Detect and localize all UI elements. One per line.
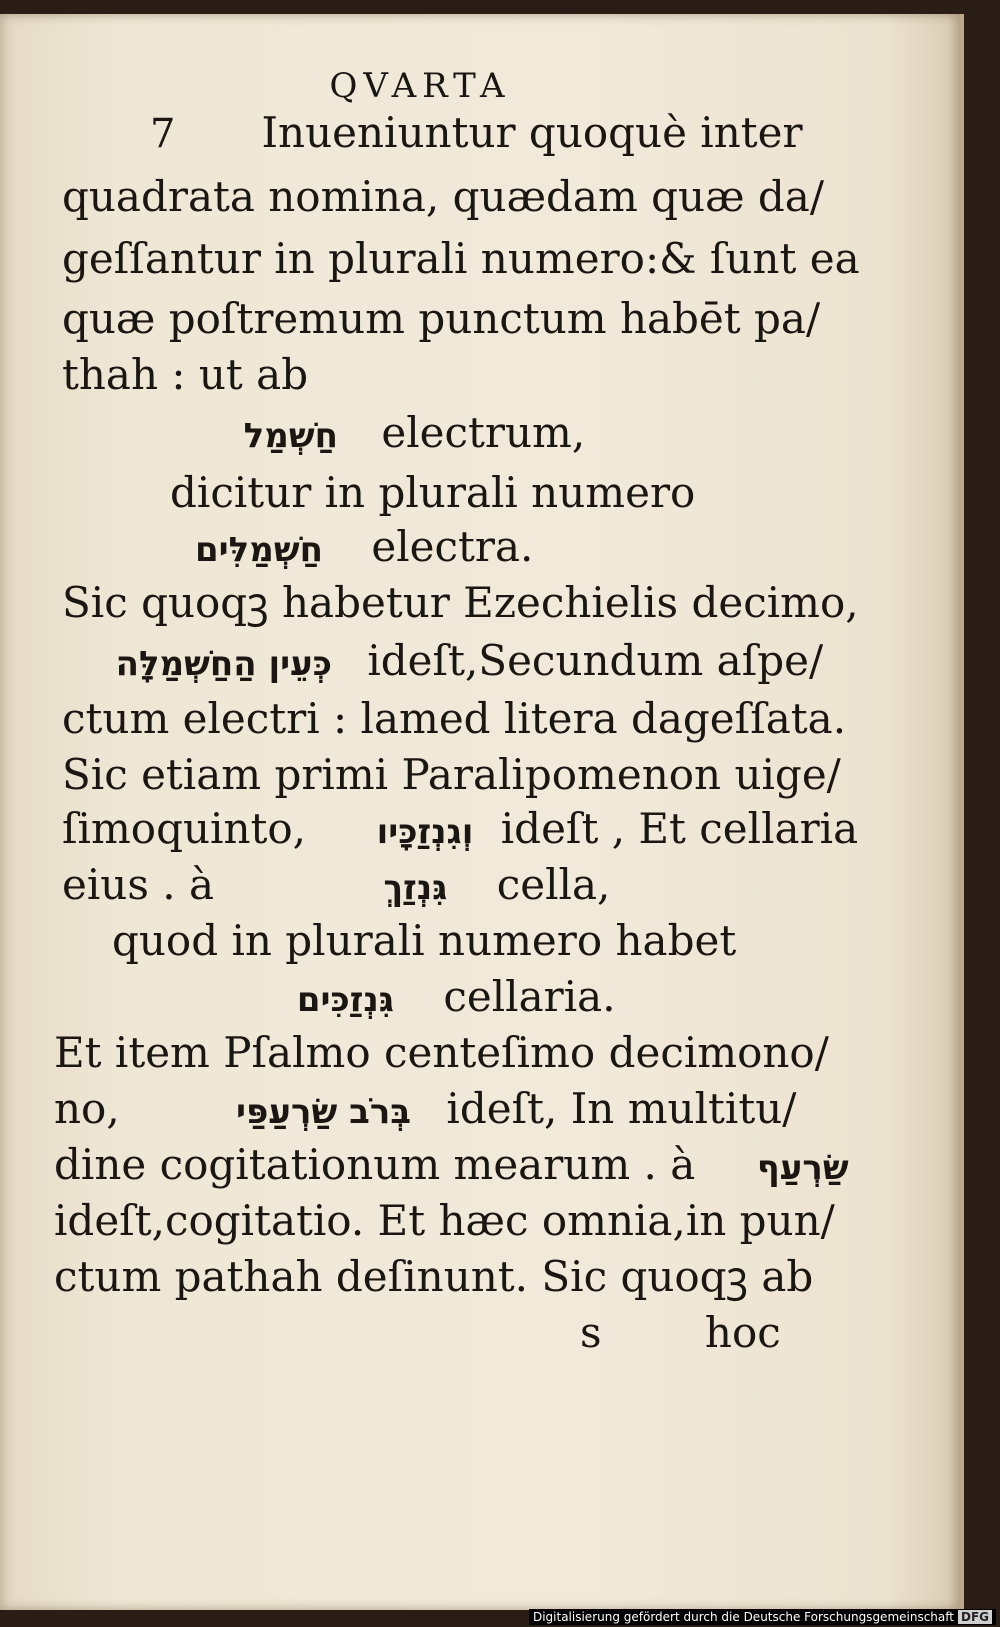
hebrew-word: שַׂרְעַף: [756, 1148, 849, 1188]
line-text: cellaria.: [443, 972, 616, 1021]
text-line-1: [150, 108, 803, 157]
line-text: electrum,: [381, 408, 586, 457]
signature-mark: s: [580, 1308, 602, 1357]
line-text: Inueniuntur quoquè inter: [261, 108, 803, 157]
hebrew-word: חַשְׁמַלִּים: [195, 530, 323, 570]
text-line-9: Sic quoqꝫ habetur Ezechielis decimo,: [62, 578, 859, 627]
footer-text: Digitalisierung gefördert durch die Deutsche Forschungsgemeinschaft: [532, 1610, 954, 1624]
text-line-20: ideſt,cogitatio. Et hæc omnia,in pun/: [54, 1196, 835, 1245]
text-line-6: [198, 408, 586, 457]
line-text: electra.: [371, 522, 534, 571]
text-line-10: [62, 636, 824, 685]
text-line-13: [62, 804, 859, 853]
dfg-logo: DFG: [958, 1610, 992, 1624]
text-line-21: ctum pathah deſinunt. Sic quoqꝫ ab: [54, 1252, 814, 1301]
hebrew-word: גִּנְזַךְ: [383, 868, 448, 908]
catchword: hoc: [704, 1308, 781, 1357]
text-line-2: quadrata nomina, quædam quæ da/: [62, 172, 824, 221]
hebrew-word: חַשְׁמַל: [243, 416, 338, 456]
text-line-18: [54, 1084, 797, 1133]
hebrew-phrase: כְּעֵין הַחַשְׁמַלָּה: [115, 644, 332, 684]
hebrew-phrase: בְּרֹב שַׂרְעַפַּי: [236, 1092, 412, 1132]
text-line-7: dicitur in plurali numero: [170, 468, 696, 517]
running-head: QVARTA: [329, 66, 511, 106]
text-line-19: [54, 1140, 849, 1189]
hebrew-word: גִּנְזַכִּים: [296, 980, 394, 1020]
text-line-14: [62, 860, 611, 909]
line-text: dine cogitationum mearum . à: [54, 1140, 696, 1189]
hebrew-word: וְגִנְזַכָּיו: [376, 812, 474, 852]
line-text: eius . à: [62, 860, 214, 909]
line-text: no,: [54, 1084, 120, 1133]
text-line-8: [158, 522, 534, 571]
text-line-11: ctum electri : lamed litera dageſſata.: [62, 694, 847, 743]
line-text: ideſt, In multitu/: [446, 1084, 797, 1133]
text-line-12: Sic etiam primi Paralipomenon uige/: [62, 750, 841, 799]
text-line-3: geſſantur in plurali numero:& ſunt ea: [62, 234, 860, 283]
text-line-17: Et item Pſalmo centeſimo decimono/: [54, 1028, 829, 1077]
line-text: ideſt , Et cellaria: [500, 804, 859, 853]
line-text: ideſt,Secundum aſpe/: [367, 636, 824, 685]
text-line-15: quod in plurali numero habet: [112, 916, 737, 965]
line-text: ſimoquinto,: [62, 804, 307, 853]
digitization-footer: [529, 1609, 996, 1625]
text-line-16: [270, 972, 616, 1021]
line-text: cella,: [496, 860, 611, 909]
book-page: [0, 14, 964, 1610]
section-number: 7: [150, 111, 176, 157]
text-line-5: thah : ut ab: [62, 350, 309, 399]
text-line-22: [580, 1308, 781, 1357]
text-line-4: quæ poſtremum punctum habēt pa/: [62, 294, 821, 343]
